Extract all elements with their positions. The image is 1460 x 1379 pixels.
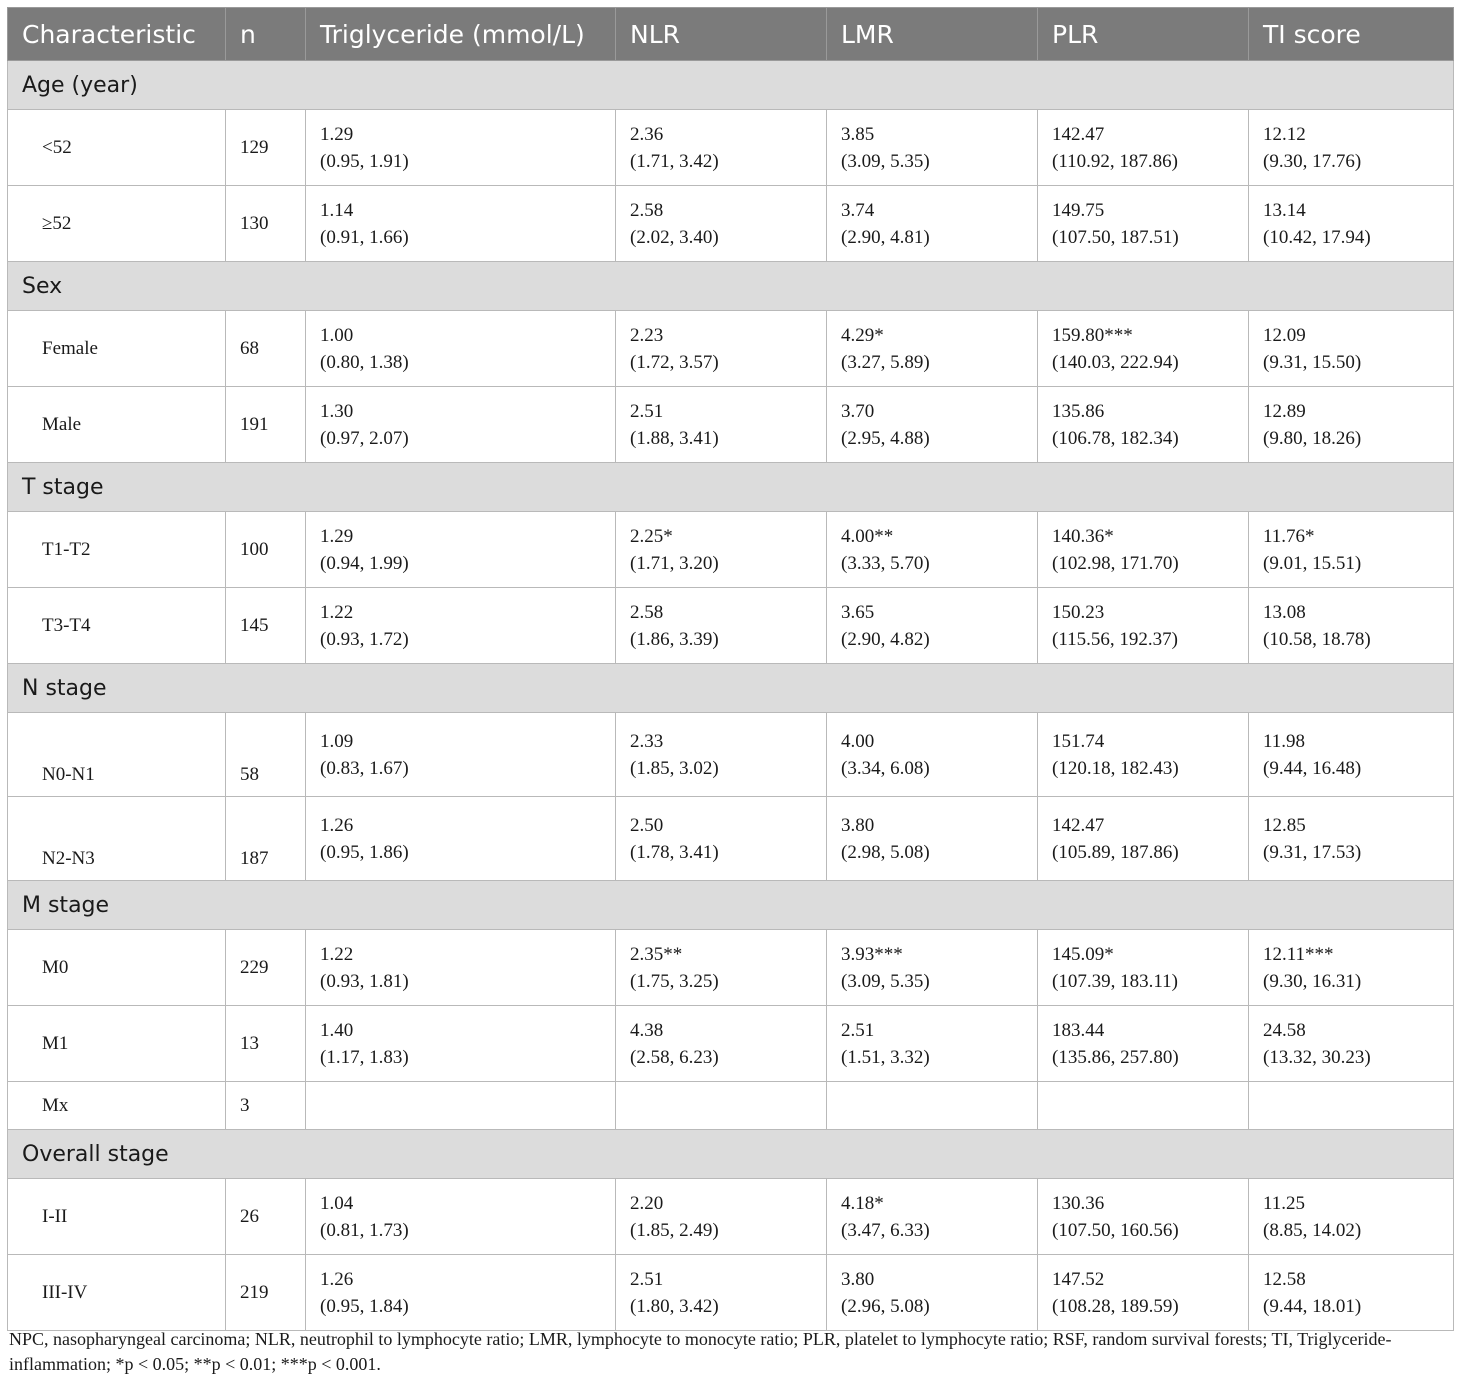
group-row (8, 881, 1454, 930)
median-value: 12.58 (1263, 1268, 1306, 1290)
row-label: N0-N1 (8, 713, 226, 797)
table-row (8, 1179, 1454, 1255)
median-value: 1.29 (320, 123, 354, 145)
value-cell (616, 930, 827, 1006)
iqr-value: (13.32, 30.23) (1263, 1046, 1371, 1068)
iqr-value: (2.95, 4.88) (841, 427, 930, 449)
median-value: 2.58 (630, 601, 664, 623)
value-cell (1038, 387, 1249, 463)
iqr-value: (10.58, 18.78) (1263, 628, 1371, 650)
row-label: Female (8, 311, 226, 387)
iqr-value: (1.85, 3.02) (630, 757, 719, 779)
table-row (8, 110, 1454, 186)
value-cell (616, 1179, 827, 1255)
value-cell (1038, 512, 1249, 588)
row-label: N2-N3 (8, 797, 226, 881)
median-value: 150.23 (1052, 601, 1105, 623)
median-value: 151.74 (1052, 730, 1105, 752)
header-n: n (226, 8, 306, 61)
median-value: 2.20 (630, 1192, 664, 1214)
median-value: 2.51 (630, 400, 664, 422)
row-label: I-II (8, 1179, 226, 1255)
value-cell (1249, 797, 1454, 881)
value-cell (1038, 588, 1249, 664)
iqr-value: (3.09, 5.35) (841, 970, 930, 992)
median-value: 11.98 (1263, 730, 1306, 752)
table-footnote: NPC, nasopharyngeal carcinoma; NLR, neutrophil to lymphocyte ratio; LMR, lymphocyte to monocyte ratio; PLR, platelet to lymphocyte ratio; RSF, random survival forests; TI, Triglyceride-inflammation; *p < 0.05; **p < 0.01; ***p < 0.001. (9, 1329, 1392, 1374)
value-cell (827, 387, 1038, 463)
iqr-value: (120.18, 182.43) (1052, 757, 1179, 779)
group-title: N stage (8, 664, 1454, 713)
value-cell (827, 713, 1038, 797)
median-value: 12.85 (1263, 814, 1306, 836)
value-cell (616, 797, 827, 881)
group-row (8, 1130, 1454, 1179)
row-label: M0 (8, 930, 226, 1006)
median-value: 2.23 (630, 324, 664, 346)
value-cell (306, 930, 616, 1006)
median-value: 145.09* (1052, 943, 1114, 965)
value-cell (306, 1006, 616, 1082)
table-row (8, 512, 1454, 588)
median-value: 11.76* (1263, 525, 1315, 547)
group-row (8, 463, 1454, 512)
median-value: 2.51 (630, 1268, 664, 1290)
value-cell (1038, 186, 1249, 262)
iqr-value: (2.90, 4.82) (841, 628, 930, 650)
median-value: 24.58 (1263, 1019, 1306, 1041)
iqr-value: (107.50, 187.51) (1052, 226, 1179, 248)
row-n: 130 (226, 186, 306, 262)
value-cell (1038, 930, 1249, 1006)
iqr-value: (107.39, 183.11) (1052, 970, 1178, 992)
row-label: Male (8, 387, 226, 463)
row-n: 58 (226, 713, 306, 797)
median-value: 2.51 (841, 1019, 875, 1041)
iqr-value: (110.92, 187.86) (1052, 150, 1178, 172)
header-lmr: LMR (827, 8, 1038, 61)
iqr-value: (2.98, 5.08) (841, 841, 930, 863)
table-row (8, 1082, 1454, 1130)
median-value: 142.47 (1052, 123, 1105, 145)
header-plr: PLR (1038, 8, 1249, 61)
row-n: 191 (226, 387, 306, 463)
median-value: 1.26 (320, 814, 354, 836)
value-cell (827, 1082, 1038, 1130)
iqr-value: (9.44, 18.01) (1263, 1295, 1362, 1317)
median-value: 1.40 (320, 1019, 354, 1041)
value-cell (306, 1082, 616, 1130)
value-cell (827, 1006, 1038, 1082)
value-cell (1038, 311, 1249, 387)
iqr-value: (9.31, 15.50) (1263, 351, 1362, 373)
value-cell (1038, 797, 1249, 881)
value-cell (1249, 1255, 1454, 1331)
header-ti-score: TI score (1249, 8, 1454, 61)
row-n: 68 (226, 311, 306, 387)
value-cell (1249, 110, 1454, 186)
row-label: ≥52 (8, 186, 226, 262)
iqr-value: (0.93, 1.72) (320, 628, 409, 650)
iqr-value: (1.17, 1.83) (320, 1046, 409, 1068)
iqr-value: (2.90, 4.81) (841, 226, 930, 248)
median-value: 147.52 (1052, 1268, 1105, 1290)
median-value: 1.22 (320, 601, 354, 623)
value-cell (827, 588, 1038, 664)
median-value: 3.93*** (841, 943, 903, 965)
median-value: 1.14 (320, 199, 354, 221)
value-cell (1038, 1179, 1249, 1255)
iqr-value: (0.95, 1.91) (320, 150, 409, 172)
median-value: 3.80 (841, 1268, 875, 1290)
group-title: Sex (8, 262, 1454, 311)
value-cell (1249, 1006, 1454, 1082)
value-cell (1038, 1082, 1249, 1130)
table-row (8, 797, 1454, 881)
median-value: 1.00 (320, 324, 354, 346)
table-row (8, 1006, 1454, 1082)
value-cell (616, 1255, 827, 1331)
table-row (8, 588, 1454, 664)
row-label: III-IV (8, 1255, 226, 1331)
group-title: Overall stage (8, 1130, 1454, 1179)
iqr-value: (3.09, 5.35) (841, 150, 930, 172)
iqr-value: (1.78, 3.41) (630, 841, 719, 863)
median-value: 3.74 (841, 199, 875, 221)
median-value: 1.29 (320, 525, 354, 547)
iqr-value: (1.51, 3.32) (841, 1046, 930, 1068)
table-body (8, 61, 1454, 1331)
row-n: 13 (226, 1006, 306, 1082)
value-cell (306, 713, 616, 797)
median-value: 159.80*** (1052, 324, 1133, 346)
table-row (8, 311, 1454, 387)
value-cell (827, 930, 1038, 1006)
median-value: 140.36* (1052, 525, 1114, 547)
median-value: 2.36 (630, 123, 664, 145)
median-value: 1.04 (320, 1192, 354, 1214)
median-value: 12.89 (1263, 400, 1306, 422)
row-n: 129 (226, 110, 306, 186)
iqr-value: (0.91, 1.66) (320, 226, 409, 248)
iqr-value: (2.96, 5.08) (841, 1295, 930, 1317)
median-value: 1.09 (320, 730, 354, 752)
table-row (8, 713, 1454, 797)
row-n: 219 (226, 1255, 306, 1331)
median-value: 3.80 (841, 814, 875, 836)
row-n: 187 (226, 797, 306, 881)
row-n: 145 (226, 588, 306, 664)
row-label: M1 (8, 1006, 226, 1082)
header-row (8, 8, 1454, 61)
value-cell (1249, 387, 1454, 463)
table-row (8, 186, 1454, 262)
iqr-value: (9.30, 16.31) (1263, 970, 1362, 992)
group-title: M stage (8, 881, 1454, 930)
row-label: Mx (8, 1082, 226, 1130)
row-label: T1-T2 (8, 512, 226, 588)
value-cell (827, 1255, 1038, 1331)
iqr-value: (3.34, 6.08) (841, 757, 930, 779)
iqr-value: (0.95, 1.84) (320, 1295, 409, 1317)
median-value: 11.25 (1263, 1192, 1306, 1214)
median-value: 4.00 (841, 730, 875, 752)
value-cell (306, 186, 616, 262)
table-row (8, 930, 1454, 1006)
iqr-value: (1.85, 2.49) (630, 1219, 719, 1241)
row-n: 26 (226, 1179, 306, 1255)
iqr-value: (8.85, 14.02) (1263, 1219, 1362, 1241)
value-cell (1249, 512, 1454, 588)
median-value: 3.70 (841, 400, 875, 422)
value-cell (306, 512, 616, 588)
value-cell (306, 588, 616, 664)
table-row (8, 1255, 1454, 1331)
value-cell (616, 311, 827, 387)
iqr-value: (3.27, 5.89) (841, 351, 930, 373)
iqr-value: (9.01, 15.51) (1263, 552, 1362, 574)
row-label: T3-T4 (8, 588, 226, 664)
iqr-value: (0.83, 1.67) (320, 757, 409, 779)
iqr-value: (1.86, 3.39) (630, 628, 719, 650)
row-n: 229 (226, 930, 306, 1006)
median-value: 4.18* (841, 1192, 884, 1214)
median-value: 2.35** (630, 943, 683, 965)
group-row (8, 664, 1454, 713)
median-value: 2.58 (630, 199, 664, 221)
iqr-value: (0.80, 1.38) (320, 351, 409, 373)
value-cell (306, 797, 616, 881)
median-value: 13.14 (1263, 199, 1306, 221)
iqr-value: (2.58, 6.23) (630, 1046, 719, 1068)
value-cell (1038, 110, 1249, 186)
median-value: 4.29* (841, 324, 884, 346)
value-cell (616, 387, 827, 463)
iqr-value: (9.31, 17.53) (1263, 841, 1362, 863)
value-cell (616, 110, 827, 186)
iqr-value: (102.98, 171.70) (1052, 552, 1179, 574)
iqr-value: (2.02, 3.40) (630, 226, 719, 248)
median-value: 2.50 (630, 814, 664, 836)
value-cell (827, 1179, 1038, 1255)
median-value: 13.08 (1263, 601, 1306, 623)
iqr-value: (107.50, 160.56) (1052, 1219, 1179, 1241)
iqr-value: (10.42, 17.94) (1263, 226, 1371, 248)
iqr-value: (3.33, 5.70) (841, 552, 930, 574)
value-cell (1249, 311, 1454, 387)
median-value: 3.65 (841, 601, 875, 623)
iqr-value: (1.80, 3.42) (630, 1295, 719, 1317)
group-row (8, 61, 1454, 110)
iqr-value: (0.95, 1.86) (320, 841, 409, 863)
group-title: Age (year) (8, 61, 1454, 110)
value-cell (1249, 588, 1454, 664)
header-nlr: NLR (616, 8, 827, 61)
value-cell (827, 311, 1038, 387)
iqr-value: (0.97, 2.07) (320, 427, 409, 449)
value-cell (616, 512, 827, 588)
median-value: 142.47 (1052, 814, 1105, 836)
row-n: 100 (226, 512, 306, 588)
value-cell (1038, 713, 1249, 797)
row-n: 3 (226, 1082, 306, 1130)
value-cell (827, 797, 1038, 881)
value-cell (616, 1006, 827, 1082)
median-value: 4.00** (841, 525, 894, 547)
value-cell (306, 110, 616, 186)
median-value: 1.26 (320, 1268, 354, 1290)
header-characteristic: Characteristic (8, 8, 226, 61)
value-cell (1038, 1255, 1249, 1331)
iqr-value: (106.78, 182.34) (1052, 427, 1179, 449)
median-value: 1.22 (320, 943, 354, 965)
iqr-value: (140.03, 222.94) (1052, 351, 1179, 373)
iqr-value: (1.71, 3.42) (630, 150, 719, 172)
value-cell (827, 512, 1038, 588)
iqr-value: (135.86, 257.80) (1052, 1046, 1179, 1068)
median-value: 2.33 (630, 730, 664, 752)
median-value: 12.09 (1263, 324, 1306, 346)
median-value: 4.38 (630, 1019, 664, 1041)
value-cell (306, 387, 616, 463)
iqr-value: (105.89, 187.86) (1052, 841, 1179, 863)
value-cell (616, 713, 827, 797)
median-value: 135.86 (1052, 400, 1105, 422)
iqr-value: (0.94, 1.99) (320, 552, 409, 574)
iqr-value: (9.44, 16.48) (1263, 757, 1362, 779)
median-value: 183.44 (1052, 1019, 1105, 1041)
iqr-value: (0.93, 1.81) (320, 970, 409, 992)
table-row (8, 387, 1454, 463)
iqr-value: (115.56, 192.37) (1052, 628, 1178, 650)
value-cell (616, 1082, 827, 1130)
iqr-value: (1.88, 3.41) (630, 427, 719, 449)
iqr-value: (0.81, 1.73) (320, 1219, 409, 1241)
iqr-value: (1.72, 3.57) (630, 351, 719, 373)
median-value: 130.36 (1052, 1192, 1105, 1214)
iqr-value: (1.75, 3.25) (630, 970, 719, 992)
median-value: 3.85 (841, 123, 875, 145)
group-row (8, 262, 1454, 311)
value-cell (616, 186, 827, 262)
iqr-value: (9.30, 17.76) (1263, 150, 1362, 172)
value-cell (306, 1255, 616, 1331)
value-cell (1249, 1082, 1454, 1130)
row-label: <52 (8, 110, 226, 186)
header-triglyceride: Triglyceride (mmol/L) (306, 8, 616, 61)
value-cell (1249, 1179, 1454, 1255)
iqr-value: (1.71, 3.20) (630, 552, 719, 574)
median-value: 12.12 (1263, 123, 1306, 145)
median-value: 149.75 (1052, 199, 1105, 221)
group-title: T stage (8, 463, 1454, 512)
value-cell (827, 110, 1038, 186)
characteristics-table (7, 7, 1454, 1331)
value-cell (1249, 713, 1454, 797)
value-cell (1038, 1006, 1249, 1082)
value-cell (827, 186, 1038, 262)
median-value: 1.30 (320, 400, 354, 422)
median-value: 2.25* (630, 525, 673, 547)
median-value: 12.11*** (1263, 943, 1334, 965)
iqr-value: (3.47, 6.33) (841, 1219, 930, 1241)
iqr-value: (9.80, 18.26) (1263, 427, 1362, 449)
value-cell (616, 588, 827, 664)
value-cell (306, 311, 616, 387)
value-cell (1249, 930, 1454, 1006)
value-cell (306, 1179, 616, 1255)
iqr-value: (108.28, 189.59) (1052, 1295, 1179, 1317)
value-cell (1249, 186, 1454, 262)
